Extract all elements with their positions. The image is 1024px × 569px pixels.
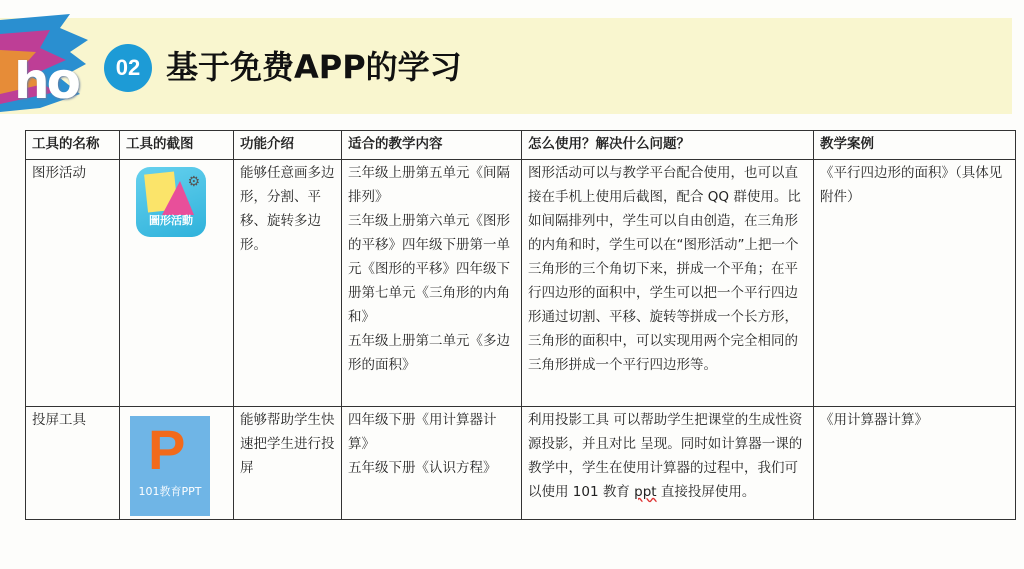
content-line: 三年级上册第五单元《间隔排列》 [348,165,510,205]
tool-name-cell: 图形活动 [26,160,120,407]
function-cell: 能够任意画多边形，分割、平移、旋转多边形。 [234,160,342,407]
header-tool-screenshot: 工具的截图 [120,131,234,160]
tool-screenshot-cell [120,407,234,520]
content-cell [342,407,522,520]
app-icon-label: 圖形活動 [149,214,193,227]
usage-text-ppt: ppt [634,484,657,500]
logo-text: ho [14,52,78,110]
usage-text: 直接投屏使用。 [656,484,756,500]
table-row [26,160,1016,407]
header-teaching-case: 教学案例 [814,131,1016,160]
content-line: 五年级下册《认识方程》 [348,460,497,476]
tool-screenshot-cell [120,160,234,407]
usage-cell [522,407,814,520]
content-line: 三年级上册第六单元《图形的平移》四年级下册第一单元《图形的平移》四年级下册第七单元《三角形的内角和》 [348,213,510,325]
page-title: 基于免费APP的学习 [166,48,462,86]
function-cell: 能够帮助学生快速把学生进行投屏 [234,407,342,520]
content-line: 四年级下册《用计算器计算》 [348,412,497,452]
case-cell: 《平行四边形的面积》（具体见附件） [814,160,1016,407]
content-cell [342,160,522,407]
header-function: 功能介绍 [234,131,342,160]
section-number-badge: 02 [104,44,152,92]
content-line: 五年级上册第二单元《多边形的面积》 [348,333,510,373]
tool-name-cell: 投屏工具 [26,407,120,520]
table-row [26,407,1016,520]
gear-icon: ⚙ [187,174,200,190]
table-header-row [26,131,1016,160]
tools-table [25,130,1016,520]
usage-text: 利用投影工具 可以帮助学生把课堂的生成性资源投影，并且对比 呈现。同时如计算器一课的教学中，学生在使用计算器的过程中，我们可以使用 101 教育 [528,412,803,500]
101-ppt-app-icon: P 101教育PPT [130,416,210,516]
app-icon-label: 101教育PPT [138,485,202,498]
header-usage: 怎么使用？解决什么问题？ [522,131,814,160]
case-cell: 《用计算器计算》 [814,407,1016,520]
graphic-activity-app-icon [136,167,206,237]
header-teaching-content: 适合的教学内容 [342,131,522,160]
usage-cell: 图形活动可以与教学平台配合使用，也可以直接在手机上使用后截图，配合 QQ 群使用。比如间隔排列中，学生可以自由创造，在三角形的内角和时，学生可以在“图形活动”上把一个三角形的三个角切下来，拼成一个平角；在平行四边形的面积中，学生可以把一个平行四边形通过切割、平移、旋转等拼成一个长方形，三角形的面积中，可以实现用两个完全相同的三角形拼成一个平行四边形等。 [522,160,814,407]
header-tool-name: 工具的名称 [26,131,120,160]
